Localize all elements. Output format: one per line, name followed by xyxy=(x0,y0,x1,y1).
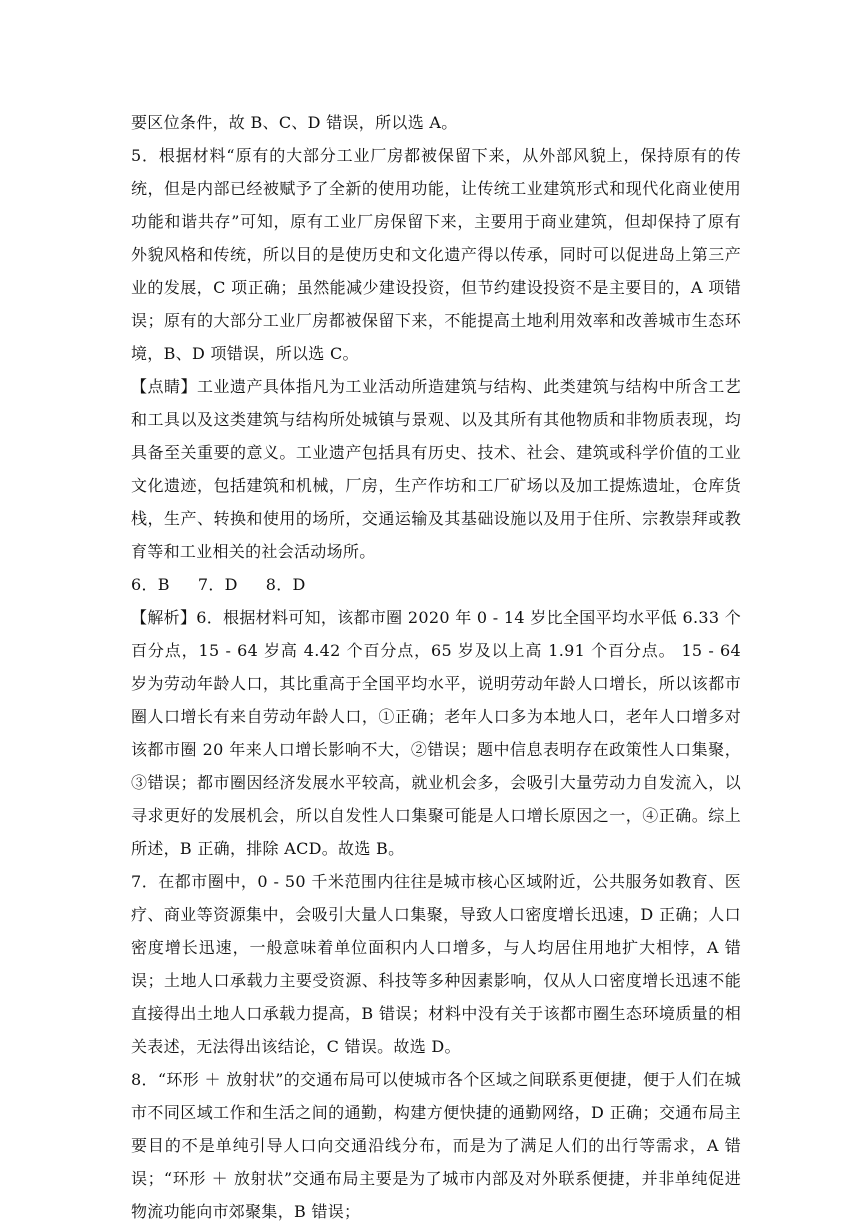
answer-line xyxy=(131,568,741,601)
paragraph-analysis-6: 【解析】6．根据材料可知，该都市圈 2020 年 0 - 14 岁比全国平均水平低 6.33 个百分点，15 - 64 岁高 4.42 个百分点，65 岁及以上高 1.91 个百分点。 15 - 64 岁为劳动年龄人口，其比重高于全国平均水平，说明劳动年龄人口增长，所以该都市圈人口增长有来自劳动年龄人口，①正确；老年人口多为本地人口，老年人口增多对该都市圈 20 年来人口增长影响不大，②错误；题中信息表明存在政策性人口集聚，③错误；都市圈因经济发展水平较高，就业机会多，会吸引大量劳动力自发流入，以寻求更好的发展机会，所以自发性人口集聚可能是人口增长原因之一，④正确。综上所述，B 正确，排除 ACD。故选 B。 xyxy=(131,608,741,858)
paragraph-carryover: 要区位条件，故 B、C、D 错误，所以选 A。 xyxy=(131,113,458,132)
answer-8: 8．D xyxy=(265,575,306,594)
paragraph-analysis-7: 7．在都市圈中，0 - 50 千米范围内往往是城市核心区域附近，公共服务如教育、医疗、商业等资源集中，会吸引大量人口集聚，导致人口密度增长迅速，D 正确；人口密度增长迅速，一般意味着单位面积内人口增多，与人均居住用地扩大相悖，A 错误；土地人口承载力主要受资源、科技等多种因素影响，仅从人口密度增长迅速不能直接得出土地人口承载力提高，B 错误；材料中没有关于该都市圈生态环境质量的相关表述，无法得出该结论，C 错误。故选 D。 xyxy=(131,872,741,1056)
paragraph-analysis-8: 8．“环形 ＋ 放射状”的交通布局可以使城市各个区域之间联系更便捷，便于人们在城市不同区域工作和生活之间的通勤，构建方便快捷的通勤网络，D 正确；交通布局主要目的不是单纯引导人口向交通沿线分布，而是为了满足人们的出行等需求，A 错误；“环形 ＋ 放射状”交通布局主要是为了城市内部及对外联系便捷，并非单纯促进物流功能向市郊聚集，B 错误； xyxy=(131,1070,741,1221)
answer-7: 7．D xyxy=(197,575,238,594)
paragraph-answer-5: 5．根据材料“原有的大部分工业厂房都被保留下来，从外部风貌上，保持原有的传统，但是内部已经被赋予了全新的使用功能，让传统工业建筑形式和现代化商业使用功能和谐共存”可知，原有工业厂房保留下来，主要用于商业建筑，但却保持了原有外貌风格和传统，所以目的是使历史和文化遗产得以传承，同时可以促进岛上第三产业的发展，C 项正确；虽然能减少建设投资，但节约建设投资不是主要目的，A 项错误；原有的大部分工业厂房都被保留下来，不能提高土地利用效率和改善城市生态环境，B、D 项错误，所以选 C。 xyxy=(131,146,741,363)
document-body xyxy=(131,106,741,1228)
paragraph-note: 【点睛】工业遗产具体指凡为工业活动所造建筑与结构、此类建筑与结构中所含工艺和工具以及这类建筑与结构所处城镇与景观、以及其所有其他物质和非物质表现，均具备至关重要的意义。工业遗产包括具有历史、技术、社会、建筑或科学价值的工业文化遗迹，包括建筑和机械，厂房，生产作坊和工厂矿场以及加工提炼遗址，仓库货栈，生产、转换和使用的场所，交通运输及其基础设施以及用于住所、宗教崇拜或教育等和工业相关的社会活动场所。 xyxy=(131,377,741,561)
answer-6: 6．B xyxy=(131,575,170,594)
